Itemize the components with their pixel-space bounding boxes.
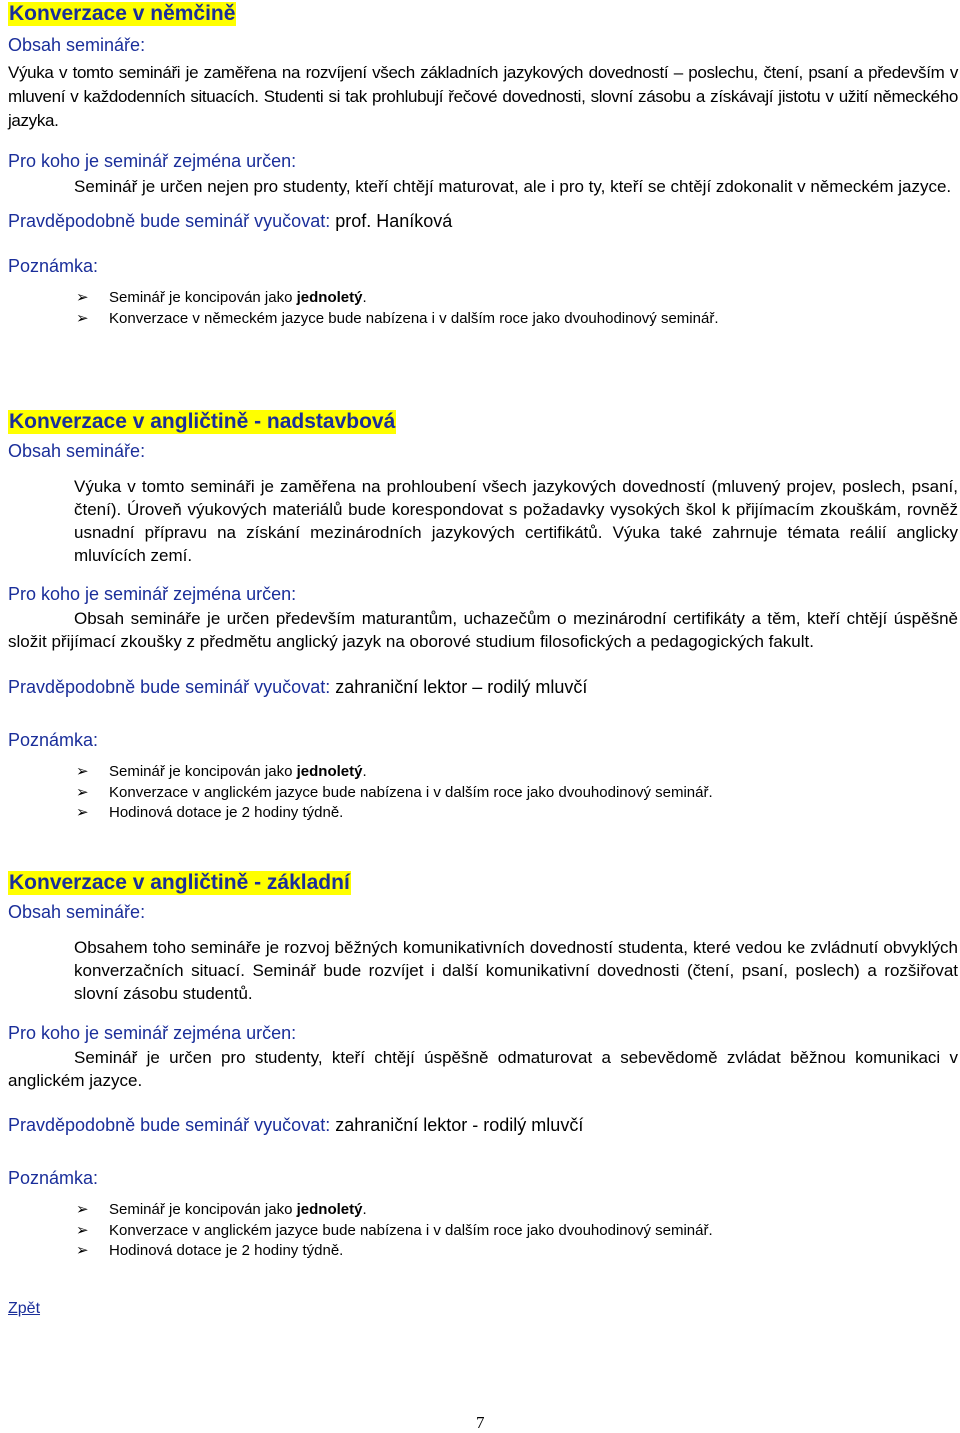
content-text: Obsahem toho semináře je rozvoj běžných komunikativních dovedností studenta, které vedou ke zvládnutí obvyklých konverzačních situací. Seminář bude rozvíjet i další komunikativní dovednosti (čtení, psaní, poslech) a rozšiřovat slovní zásobu studentů.	[74, 938, 958, 1003]
list-item: ➢ Konverzace v anglickém jazyce bude nabízena i v dalším roce jako dvouhodinový seminář.	[8, 783, 958, 804]
teacher-value: zahraniční lektor - rodilý mluvčí	[335, 1115, 584, 1135]
list-item: ➢ Konverzace v německém jazyce bude nabízena i v dalším roce jako dvouhodinový seminář.	[8, 309, 958, 330]
audience-text: Seminář je určen nejen pro studenty, kteří chtějí maturovat, ale i pro ty, kteří se chtějí zdokonalit v německém jazyce.	[74, 177, 952, 196]
arrow-bullet-icon: ➢	[76, 1242, 89, 1259]
notes-list	[8, 1200, 958, 1262]
arrow-bullet-icon: ➢	[76, 1221, 89, 1239]
note-label: Poznámka:	[8, 730, 99, 750]
back-link[interactable]: Zpět	[8, 1300, 41, 1317]
list-item: ➢ Seminář je koncipován jako jednoletý.	[8, 288, 958, 309]
section-title: Konverzace v angličtině - nadstavbová	[9, 410, 396, 433]
note-label: Poznámka:	[8, 256, 99, 276]
content-label: Obsah semináře:	[8, 35, 146, 55]
notes-list	[8, 762, 958, 824]
content-label: Obsah semináře:	[8, 902, 146, 922]
page-number: 7	[476, 1413, 485, 1432]
section-title: Konverzace v angličtině - základní	[9, 871, 350, 894]
teacher-label: Pravděpodobně bude seminář vyučovat: zahraniční lektor – rodilý mluvčí	[8, 677, 588, 697]
content-text: Výuka v tomto semináři je zaměřena na rozvíjení všech základních jazykových dovedností – poslechu, čtení, psaní a především v mluvení v každodenních situacích. Studenti si tak prohlubují řečové dovednosti, slovní zásobu a získávají jistotu v užití německého jazyka.	[8, 63, 958, 130]
teacher-label: Pravděpodobně bude seminář vyučovat: zahraniční lektor - rodilý mluvčí	[8, 1115, 584, 1135]
list-item: ➢ Hodinová dotace je 2 hodiny týdně.	[8, 803, 958, 824]
section-english-basic	[8, 871, 958, 1262]
list-item: ➢ Konverzace v anglickém jazyce bude nabízena i v dalším roce jako dvouhodinový seminář.	[8, 1221, 958, 1242]
arrow-bullet-icon: ➢	[76, 289, 89, 306]
teacher-value: zahraniční lektor – rodilý mluvčí	[335, 677, 588, 697]
arrow-bullet-icon: ➢	[76, 783, 89, 801]
audience-label: Pro koho je seminář zejména určen:	[8, 584, 297, 604]
teacher-label: Pravděpodobně bude seminář vyučovat: prof. Haníková	[8, 211, 453, 231]
content-label: Obsah semináře:	[8, 441, 146, 461]
audience-text: Obsah semináře je určen především maturantům, uchazečům o mezinárodní certifikáty a těm, kteří chtějí úspěšně složit přijímací zkoušky z předmětu anglický jazyk na oborové studium filosofických a pedagogických fakult.	[8, 609, 958, 651]
section-title: Konverzace v němčině	[9, 2, 236, 25]
arrow-bullet-icon: ➢	[76, 309, 89, 327]
arrow-bullet-icon: ➢	[76, 804, 89, 821]
list-item: ➢ Hodinová dotace je 2 hodiny týdně.	[8, 1241, 958, 1262]
audience-label: Pro koho je seminář zejména určen:	[8, 151, 297, 171]
audience-text: Seminář je určen pro studenty, kteří chtějí úspěšně odmaturovat a sebevědomě zvládat běžnou komunikaci v anglickém jazyce.	[8, 1048, 958, 1090]
list-item: ➢ Seminář je koncipován jako jednoletý.	[8, 762, 958, 783]
arrow-bullet-icon: ➢	[76, 763, 89, 780]
section-english-advanced	[8, 410, 958, 824]
notes-list	[8, 288, 958, 329]
audience-label: Pro koho je seminář zejména určen:	[8, 1023, 297, 1043]
list-item: ➢ Seminář je koncipován jako jednoletý.	[8, 1200, 958, 1221]
teacher-value: prof. Haníková	[335, 211, 453, 231]
note-label: Poznámka:	[8, 1168, 99, 1188]
content-text: Výuka v tomto semináři je zaměřena na prohloubení všech jazykových dovedností (mluvený projev, poslech, psaní, čtení). Úroveň výukových materiálů bude korespondovat s požadavky vysokých škol k přijímacím zkouškám, rovněž usnadní přípravu na získání mezinárodních jazykových certifikátů. Výuka také zahrnuje témata reálií anglicky mluvících zemí.	[74, 477, 958, 565]
arrow-bullet-icon: ➢	[76, 1201, 89, 1218]
section-german	[8, 2, 958, 329]
